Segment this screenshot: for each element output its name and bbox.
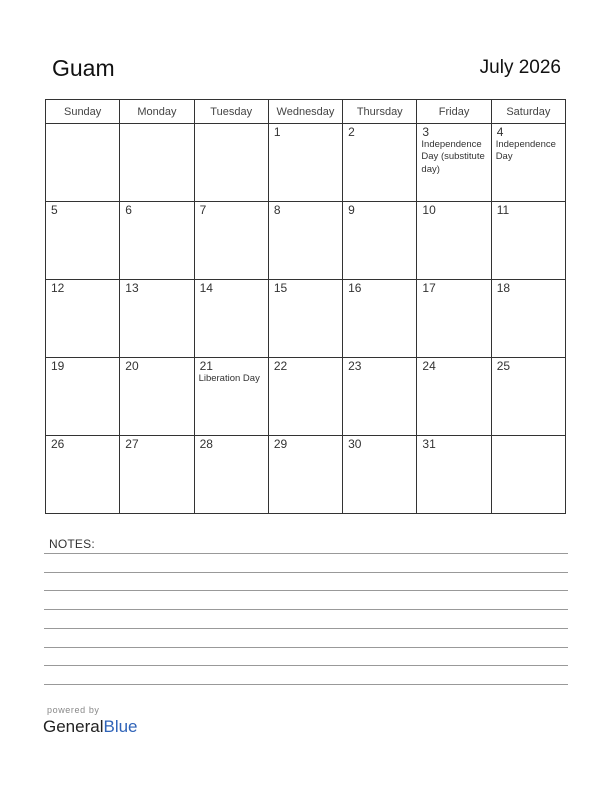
day-number: 7 [199,203,207,217]
day-number: 31 [422,437,436,451]
day-cell [46,124,120,202]
note-line [44,665,568,666]
day-number: 8 [273,203,281,217]
day-number: 25 [496,359,511,373]
day-number: 15 [273,281,288,295]
day-number: 16 [348,281,362,295]
brand-general: General [43,717,104,736]
week-row [46,436,566,514]
day-cell [491,124,565,202]
weekday-header: Thursday [343,100,417,124]
day-number: 23 [348,359,362,373]
weekday-header: Friday [417,100,491,124]
day-cell [343,280,417,358]
day-cell [268,358,342,436]
day-number: 13 [125,281,139,295]
day-cell [491,202,565,280]
holiday-label: Liberation Day [198,373,260,384]
day-number: 21 [199,359,213,373]
day-number: 14 [199,281,213,295]
day-cell [46,436,120,514]
day-cell [268,280,342,358]
weekday-header: Sunday [46,100,120,124]
day-cell [120,436,194,514]
holiday-label: Independence Day (substitute day) [421,139,485,175]
day-cell [194,436,268,514]
generalblue-logo[interactable] [43,717,138,737]
note-line [44,572,568,573]
day-cell [120,280,194,358]
day-cell [491,436,565,514]
day-number: 3 [422,125,430,139]
day-cell [120,358,194,436]
week-row [46,202,566,280]
day-cell [120,124,194,202]
month-year-title: July 2026 [479,57,561,78]
day-number: 26 [51,437,65,451]
weekday-header: Saturday [491,100,565,124]
weekday-header: Tuesday [194,100,268,124]
day-number: 30 [348,437,362,451]
day-number: 19 [51,359,65,373]
day-cell [194,202,268,280]
week-row [46,280,566,358]
day-cell [46,202,120,280]
day-cell [194,280,268,358]
day-number: 1 [273,125,281,139]
day-number: 6 [125,203,132,217]
note-line [44,628,568,629]
holiday-label: Independence Day [495,139,556,163]
day-cell [491,358,565,436]
day-cell [120,202,194,280]
day-cell [343,202,417,280]
day-cell [194,124,268,202]
day-cell [343,358,417,436]
note-line [44,684,568,685]
note-line [44,647,568,648]
note-line [44,553,568,554]
day-number: 28 [199,437,213,451]
day-number: 20 [125,359,139,373]
day-cell [417,124,491,202]
brand-blue: Blue [103,717,138,736]
day-cell [46,358,120,436]
day-cell [343,124,417,202]
day-number: 2 [348,125,355,139]
day-number: 24 [422,359,436,373]
day-cell [194,358,268,436]
day-cell [417,436,491,514]
powered-by-text: powered by [47,705,100,715]
calendar-grid [45,99,566,514]
day-number: 5 [51,203,58,217]
weekday-header-row [46,100,566,124]
day-cell [46,280,120,358]
note-line [44,590,568,591]
day-number: 10 [422,203,436,217]
day-number: 18 [496,281,511,295]
day-number: 12 [51,281,65,295]
day-number: 29 [273,437,288,451]
day-number: 17 [422,281,436,295]
country-title: Guam [52,55,115,81]
day-cell [268,436,342,514]
note-line [44,609,568,610]
day-cell [417,358,491,436]
day-cell [268,202,342,280]
day-cell [491,280,565,358]
weekday-header: Monday [120,100,194,124]
week-row [46,358,566,436]
week-row [46,124,566,202]
day-cell [417,202,491,280]
day-cell [343,436,417,514]
weekday-header: Wednesday [268,100,342,124]
day-number: 4 [496,125,504,139]
day-number: 9 [348,203,355,217]
day-number: 27 [125,437,139,451]
day-cell [268,124,342,202]
day-number: 22 [273,359,288,373]
notes-label: NOTES: [49,537,95,551]
day-cell [417,280,491,358]
day-number: 11 [496,203,510,217]
